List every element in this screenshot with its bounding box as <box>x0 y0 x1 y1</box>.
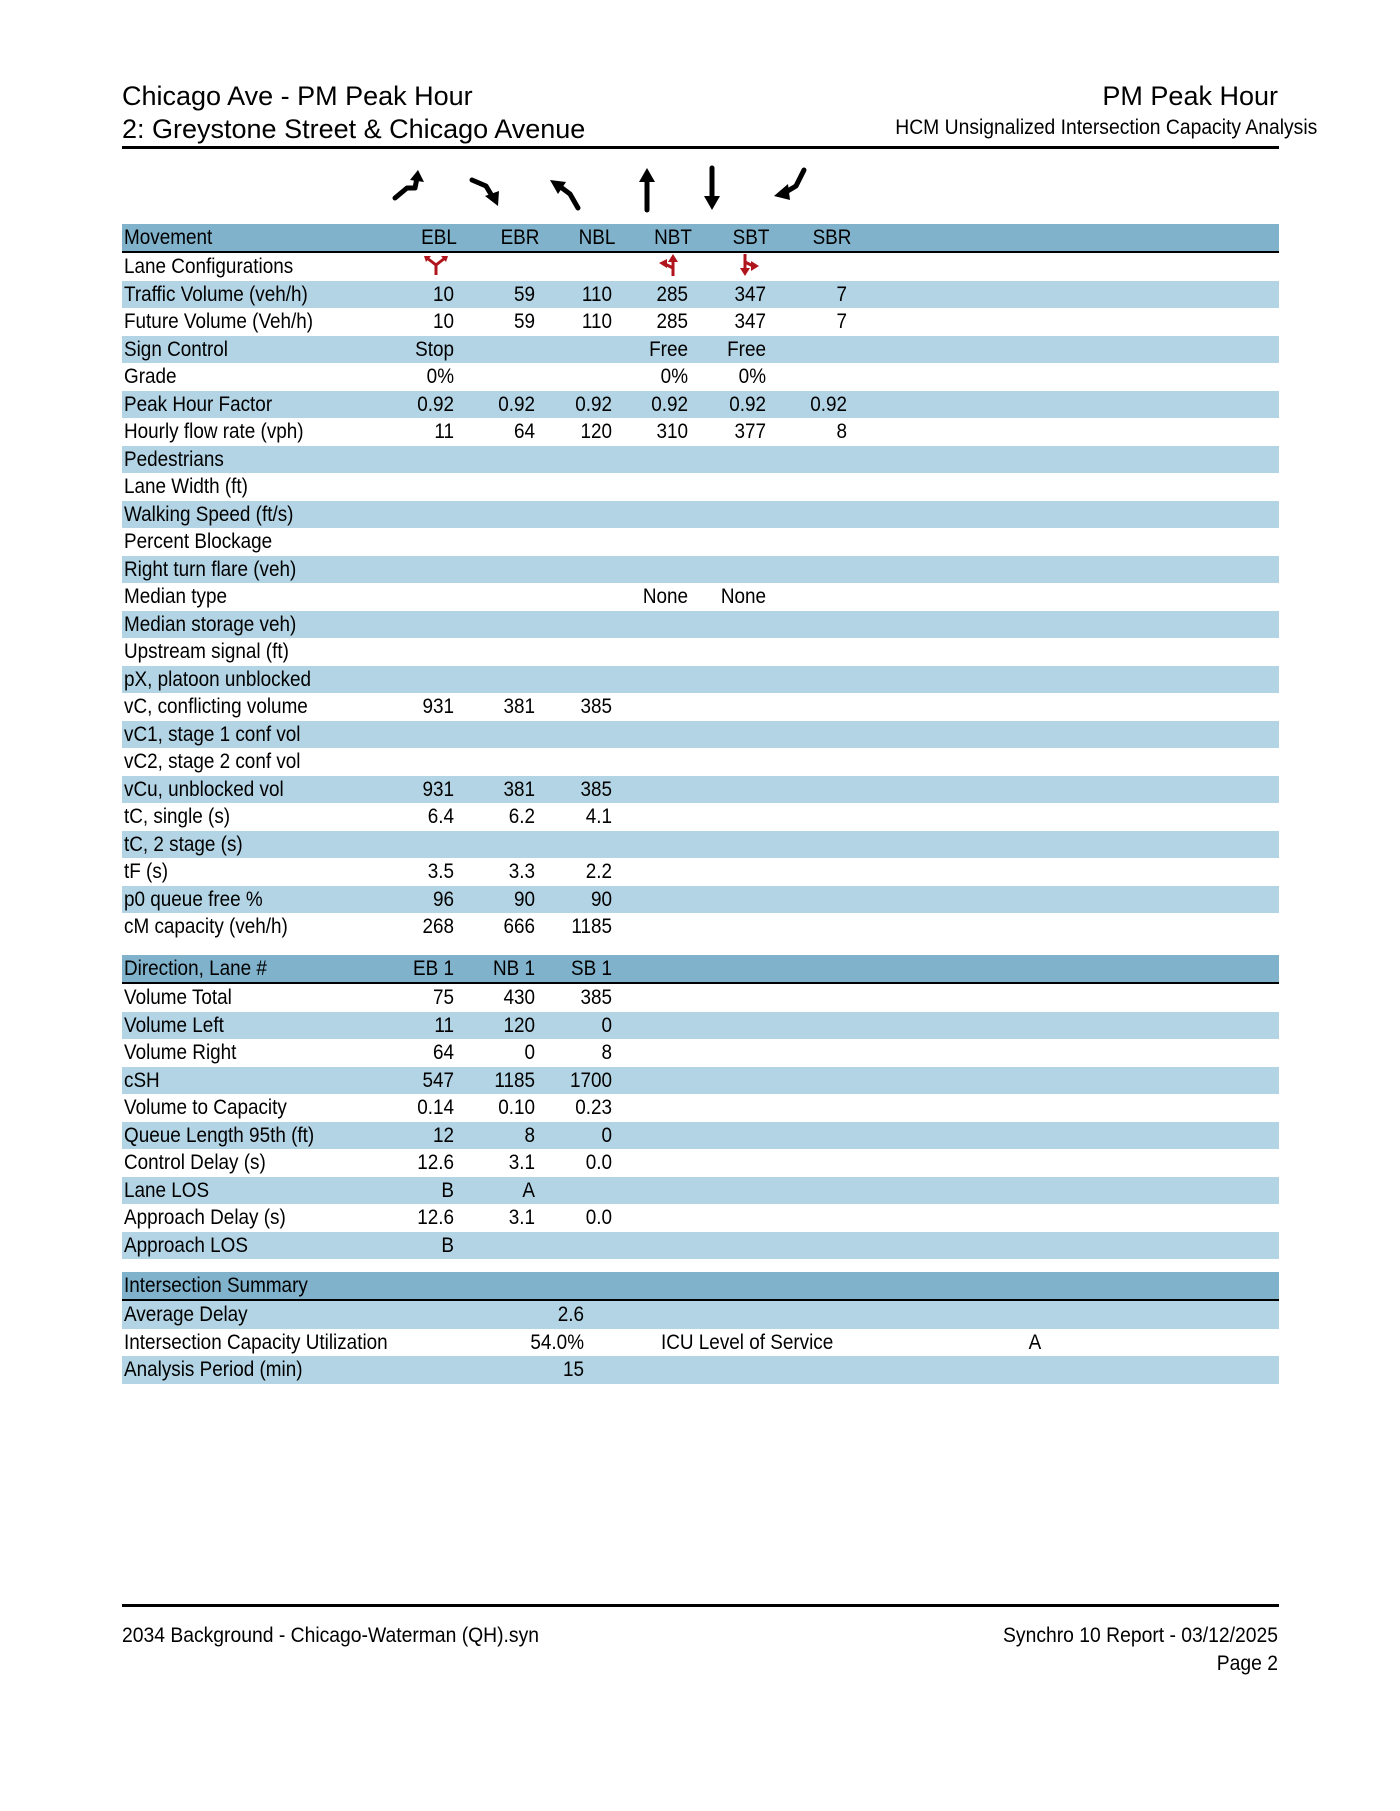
sb-through-right-lane-icon <box>733 253 763 277</box>
row-label: Future Volume (Veh/h) <box>124 310 314 333</box>
value-cell: 385 <box>580 986 612 1009</box>
movement-row <box>122 528 1279 556</box>
movement-col-ebr: EBR <box>500 226 540 249</box>
icu-row <box>122 1329 1279 1357</box>
direction-row <box>122 1012 1279 1040</box>
value-cell: 59 <box>513 282 535 306</box>
value-cell: 96 <box>432 887 454 911</box>
value-cell: B <box>441 1178 454 1202</box>
value-cell: 6.2 <box>508 805 535 828</box>
value-cell: 347 <box>734 282 766 306</box>
value-cell: 547 <box>422 1068 454 1092</box>
movement-row <box>122 913 1279 941</box>
row-label: Percent Blockage <box>124 530 273 553</box>
row-label: Intersection Capacity Utilization <box>124 1330 388 1354</box>
value-cell: 385 <box>580 695 612 718</box>
value-cell: 3.3 <box>508 860 535 883</box>
report-header-right <box>862 80 1318 143</box>
value-cell: 310 <box>656 420 688 443</box>
value-cell: 0.92 <box>498 392 535 416</box>
movement-row <box>122 776 1279 804</box>
value-cell: 285 <box>656 310 688 333</box>
page-number: Page 2 <box>1216 1652 1278 1675</box>
value-cell: B <box>441 1233 454 1257</box>
nbl-arrow-icon <box>540 164 590 214</box>
movement-header-label: Movement <box>124 226 213 249</box>
direction-header-label: Direction, Lane # <box>124 957 267 980</box>
value-cell: 10 <box>432 282 454 306</box>
value-cell: 0.14 <box>417 1096 454 1119</box>
movement-row <box>122 831 1279 859</box>
value-cell: 385 <box>580 777 612 801</box>
ebr-arrow-icon <box>464 164 514 214</box>
value-cell: 8 <box>601 1041 612 1064</box>
value-cell: 8 <box>524 1123 535 1147</box>
row-label: Peak Hour Factor <box>124 392 273 416</box>
direction-table <box>122 955 1279 1259</box>
value-cell: 0% <box>426 365 454 388</box>
row-label: Analysis Period (min) <box>124 1358 303 1381</box>
value-cell: 11 <box>434 420 454 443</box>
value-cell: 120 <box>580 420 612 443</box>
synchro-file-name: 2034 Background - Chicago-Waterman (QH).syn <box>122 1624 539 1647</box>
movement-row <box>122 638 1279 666</box>
direction-row <box>122 1122 1279 1150</box>
analysis-period-value: 15 <box>562 1358 584 1381</box>
row-label: vC1, stage 1 conf vol <box>124 722 301 746</box>
direction-row <box>122 1094 1279 1122</box>
row-label: Volume to Capacity <box>124 1096 287 1119</box>
row-label: Walking Speed (ft/s) <box>124 502 294 526</box>
row-label: cM capacity (veh/h) <box>124 915 288 938</box>
row-label: Volume Left <box>124 1013 224 1037</box>
value-cell: None <box>720 585 766 608</box>
row-label: Right turn flare (veh) <box>124 557 297 581</box>
value-cell: 8 <box>836 420 847 443</box>
row-label: tF (s) <box>124 860 169 883</box>
movement-row <box>122 748 1279 776</box>
value-cell: 0.92 <box>651 392 688 416</box>
row-label: Control Delay (s) <box>124 1151 266 1174</box>
value-cell: 3.5 <box>427 860 454 883</box>
value-cell: 2.2 <box>585 860 612 883</box>
summary-header-label: Intersection Summary <box>124 1274 308 1297</box>
direction-row <box>122 1039 1279 1067</box>
movement-row <box>122 858 1279 886</box>
value-cell: 666 <box>503 915 535 938</box>
value-cell: 285 <box>656 282 688 306</box>
movement-header-row <box>122 224 1279 253</box>
analysis-type: HCM Unsignalized Intersection Capacity Analysis <box>895 116 1318 139</box>
icu-value: 54.0% <box>530 1330 584 1354</box>
row-label: Grade <box>124 365 177 388</box>
summary-header-row <box>122 1272 1279 1301</box>
eb-left-right-lane-icon <box>421 253 451 277</box>
direction-row <box>122 1204 1279 1232</box>
row-label: Lane LOS <box>124 1178 210 1202</box>
header-rule <box>122 146 1279 149</box>
value-cell: 0% <box>738 365 766 388</box>
value-cell: 0 <box>601 1013 612 1037</box>
value-cell: 11 <box>434 1013 454 1037</box>
row-label: vCu, unblocked vol <box>124 777 284 801</box>
movement-row <box>122 556 1279 584</box>
movement-col-ebl: EBL <box>421 226 457 249</box>
value-cell: 4.1 <box>585 805 612 828</box>
value-cell: 64 <box>432 1041 454 1064</box>
value-cell: 377 <box>734 420 766 443</box>
row-label: p0 queue free % <box>124 887 263 911</box>
average-delay-value: 2.6 <box>557 1303 584 1326</box>
row-label: vC, conflicting volume <box>124 695 308 718</box>
value-cell: 110 <box>581 310 612 333</box>
value-cell: 0.23 <box>575 1096 612 1119</box>
value-cell: 7 <box>836 282 847 306</box>
value-cell: 0 <box>524 1041 535 1064</box>
movement-row <box>122 666 1279 694</box>
report-title: Chicago Ave - PM Peak Hour <box>122 81 473 111</box>
movement-row <box>122 418 1279 446</box>
value-cell: 931 <box>422 695 454 718</box>
value-cell: 268 <box>422 915 454 938</box>
row-label: Lane Width (ft) <box>124 475 248 498</box>
value-cell: 110 <box>581 282 612 306</box>
row-label: Volume Total <box>124 986 232 1009</box>
value-cell: 0.0 <box>585 1206 612 1229</box>
row-label: Lane Configurations <box>124 255 294 278</box>
movement-row <box>122 501 1279 529</box>
row-label: Median storage veh) <box>124 612 297 636</box>
movement-row <box>122 363 1279 391</box>
row-label: Median type <box>124 585 227 608</box>
value-cell: 64 <box>513 420 535 443</box>
value-cell: 0.0 <box>585 1151 612 1174</box>
movement-arrows <box>122 160 1279 218</box>
analysis-period-row <box>122 1356 1279 1384</box>
movement-col-sbt: SBT <box>732 226 770 249</box>
direction-col-header: SB 1 <box>571 957 612 980</box>
row-label: pX, platoon unblocked <box>124 667 312 691</box>
direction-row <box>122 1232 1279 1260</box>
movement-row <box>122 281 1279 309</box>
value-cell: 0.92 <box>575 392 612 416</box>
movement-row <box>122 391 1279 419</box>
movement-row <box>122 336 1279 364</box>
movement-row <box>122 693 1279 721</box>
value-cell: 381 <box>503 777 535 801</box>
footer-rule <box>122 1604 1279 1607</box>
ebl-arrow-icon <box>387 164 437 214</box>
lane-configurations-row <box>122 253 1279 281</box>
value-cell: 430 <box>503 986 535 1009</box>
value-cell: 12.6 <box>417 1206 454 1229</box>
value-cell: A <box>522 1178 535 1202</box>
movement-row <box>122 886 1279 914</box>
nbt-arrow-icon <box>622 164 672 214</box>
value-cell: 1185 <box>571 915 612 938</box>
sbr-arrow-icon <box>764 164 814 214</box>
value-cell: 1185 <box>494 1068 535 1092</box>
value-cell: 3.1 <box>508 1151 535 1174</box>
value-cell: 0.10 <box>498 1096 535 1119</box>
movement-row <box>122 611 1279 639</box>
value-cell: Stop <box>415 337 454 361</box>
value-cell: 0.92 <box>810 392 847 416</box>
movement-row <box>122 583 1279 611</box>
value-cell: Free <box>649 337 688 361</box>
direction-col-header: NB 1 <box>492 957 535 980</box>
nb-left-through-lane-icon <box>655 253 685 277</box>
report-header-left <box>122 80 600 146</box>
value-cell: 931 <box>422 777 454 801</box>
value-cell: 7 <box>836 310 847 333</box>
movement-row <box>122 803 1279 831</box>
value-cell: 3.1 <box>508 1206 535 1229</box>
row-label: vC2, stage 2 conf vol <box>124 750 301 773</box>
value-cell: 90 <box>590 887 612 911</box>
row-label: tC, single (s) <box>124 805 231 828</box>
direction-row <box>122 1149 1279 1177</box>
value-cell: 0% <box>660 365 688 388</box>
movement-col-nbl: NBL <box>578 226 616 249</box>
scenario-title: PM Peak Hour <box>1102 81 1278 111</box>
row-label: Queue Length 95th (ft) <box>124 1123 315 1147</box>
average-delay-row <box>122 1301 1279 1329</box>
row-label: tC, 2 stage (s) <box>124 832 243 856</box>
movement-row <box>122 473 1279 501</box>
value-cell: 381 <box>503 695 535 718</box>
direction-row <box>122 1067 1279 1095</box>
row-label: Average Delay <box>124 1303 248 1326</box>
value-cell: 59 <box>513 310 535 333</box>
movement-row <box>122 446 1279 474</box>
value-cell: 347 <box>734 310 766 333</box>
row-label: Upstream signal (ft) <box>124 640 289 663</box>
row-label: Sign Control <box>124 337 229 361</box>
value-cell: 90 <box>513 887 535 911</box>
report-stamp: Synchro 10 Report - 03/12/2025 <box>1003 1624 1278 1647</box>
value-cell: 0.92 <box>729 392 766 416</box>
value-cell: 12 <box>432 1123 454 1147</box>
row-label: Volume Right <box>124 1041 237 1064</box>
row-label: Approach LOS <box>124 1233 248 1257</box>
value-cell: 0 <box>601 1123 612 1147</box>
direction-row <box>122 1177 1279 1205</box>
value-cell: 75 <box>432 986 454 1009</box>
direction-header-row <box>122 955 1279 984</box>
row-label: Approach Delay (s) <box>124 1206 286 1229</box>
movement-col-nbt: NBT <box>654 226 692 249</box>
value-cell: Free <box>727 337 766 361</box>
row-label: Hourly flow rate (vph) <box>124 420 304 443</box>
sbt-arrow-icon <box>687 164 737 214</box>
direction-row <box>122 984 1279 1012</box>
value-cell: 6.4 <box>427 805 454 828</box>
value-cell: 10 <box>432 310 454 333</box>
direction-col-header: EB 1 <box>413 957 454 980</box>
intersection-summary-table <box>122 1272 1279 1384</box>
movement-row <box>122 721 1279 749</box>
row-label: Pedestrians <box>124 447 224 471</box>
intersection-name: 2: Greystone Street & Chicago Avenue <box>122 114 586 144</box>
value-cell: 12.6 <box>417 1151 454 1174</box>
value-cell: 0.92 <box>417 392 454 416</box>
row-label: cSH <box>124 1068 160 1092</box>
icu-los-value: A <box>1028 1330 1042 1354</box>
movement-col-sbr: SBR <box>812 226 852 249</box>
movement-table <box>122 224 1279 941</box>
value-cell: 120 <box>503 1013 535 1037</box>
movement-row <box>122 308 1279 336</box>
row-label: Traffic Volume (veh/h) <box>124 282 308 306</box>
icu-los-label: ICU Level of Service <box>661 1330 834 1354</box>
value-cell: None <box>642 585 688 608</box>
value-cell: 1700 <box>569 1068 612 1092</box>
